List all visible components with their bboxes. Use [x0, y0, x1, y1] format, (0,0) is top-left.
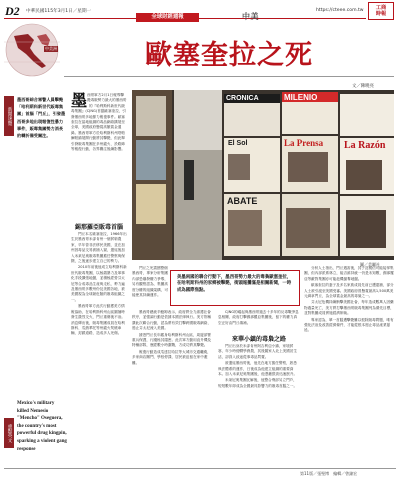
- headline-underline: [64, 76, 394, 77]
- subhead-1: 錫那羅亞販毒首腦: [74, 224, 123, 231]
- section-band: 全球財經週報: [136, 13, 199, 22]
- dropcap: 墨: [71, 91, 88, 110]
- body-column-1b: 門丘本名歐塞奎拉，1966年出生於墨西哥米卻肯州一個貧窮農家，早年曾非法移民美國，並在加州因毒品交易被捕入獄，遣返後加入米萊尼奧販毒集團擔任警察與保鏢，之後逐步建立自己的勢力。 2010年前後他成立哈利斯科新世代販毒集團，以極端暴力及軍事化手段擴張地盤，並積極經營芬太尼等合成毒品生產與走私，勢力遍及墨西哥多數州份及美國各地，被美國視為全球最危險的販毒組織之一。 墨西哥軍方此次行動獲美方情報協助，在哈利斯科州山區圍捕時發生激烈交火，門丘重傷後不治。消息傳出後，販毒集團成員在哈利斯科、瓜納華托等州縱火焚燒車輛、封鎖道路，造成多人死傷。: [71, 232, 127, 336]
- masthead-logo: 工商時報: [368, 2, 394, 20]
- page-number: D2: [5, 4, 20, 18]
- photo-credit: 圖／美聯社: [360, 262, 380, 267]
- sidebar-en-title-tag: 重點英文: [4, 418, 14, 448]
- headline: 歐塞奎拉之死: [145, 40, 313, 71]
- magazine-abate: ABATE: [227, 196, 258, 206]
- footer-credits: 第11版／張聖博 編輯／曾錦宏: [300, 471, 358, 476]
- footer-rule: [4, 468, 396, 469]
- globe-label: 中美洲: [45, 46, 57, 51]
- body-column-4b: 門丘出身於米卻肯州阿吉利亞小鎮，家境貧寒，年少時便輟學務農，其後隨家人北上美國討生活，卻誤入歧途從事毒品買賣。 被遣返墨西哥後，他先在地方擔任警察，熟悉執法體系的運作，日後成為他建立組織的重要資本。加入米萊尼奧集團後，他憑藉狠勁迅速竄升。 米萊尼奧集團瓦解後，他整合殘部另立門戶，短短數年即成為全國最具影響力的販毒首腦之一。: [218, 344, 298, 388]
- website-url[interactable]: https://cteee.com.tw: [316, 8, 364, 13]
- body-column-2: 門丘之死震撼整個墨西哥，專家分析集團內部恐爆發權力爭奪，另有觀察認為，集團高度分權的組織架構，可能使其持續運作。: [132, 266, 168, 298]
- byline: 文／陳曉亮: [352, 84, 374, 89]
- photo-caption-box: [170, 270, 300, 306]
- photo-caption-text: 美墨兩國的聯合行動下，墨西哥勢力最大的毒梟歐塞奎拉，在哈利斯科州的家鄉被擊斃，街頭報攤滿是相關新聞，一時成為國際焦點。: [177, 275, 292, 293]
- subhead-2: 來華小鎮的毒梟之路: [231, 336, 286, 343]
- section-region: 中美: [242, 12, 259, 21]
- magazine-la-razon: La Razón: [344, 140, 386, 151]
- magazine-el-sol: El Sol: [228, 140, 248, 147]
- magazine-la-prensa: La Prensa: [284, 138, 324, 148]
- magazine-cronica: CRONICA: [226, 95, 259, 102]
- sidebar-en-summary: Mexico's military killed Nemesio "Mencho" Oseguera, the country's most powerful drug kingpin, sparking a violent gang response: [17, 401, 67, 452]
- sidebar-zh-summary: 墨西哥綜合軍警人員擊斃「哈利斯科新世代販毒集團」首腦「門丘」，引發墨西哥多地出現報復性暴力事件，販毒集團勢力消長的轉折備受關注。: [17, 97, 66, 139]
- body-column-5: 分析人士指出，門丘遇害後，其子及親信可能接掌集團，但內部派系林立，能否維持統一仍是未知數，錫那羅亞等敵對集團亦可能趁機搶奪地盤。 歐塞奎拉的妻子及多名家族成員先前已遭逮捕，部分人士被引渡至美國受審。美國政府曾懸賞最高1,500萬美元緝拿門丘，為全球賞金最高的毒梟之一。 芬太尼危機持續衝擊美國社會，每年造成數萬人因藥物過量死亡，美方將打擊墨西哥販毒集團列為優先目標，並對集團成員實施經濟制裁。 專家認為，單一首腦遭擊斃難以根除販毒問題，唯有強化法治及改善經濟條件，才能從根本遏止毒品產業蔓延。: [304, 266, 394, 333]
- date-line: 中華民國115年3月1日／星期一: [26, 9, 92, 14]
- newsstand-photo: [132, 90, 394, 260]
- sidebar-title-tag: 新聞速覽: [4, 96, 14, 136]
- magazine-milenio: MILENIO: [284, 93, 318, 102]
- body-column-3: 墨西哥總統辛鮑姆表示，政府將全力維護社會秩序，並強調行動是依據本國法律執行。美方則稱讚此次聯合行動，認為將有效打擊跨國販毒網絡，遏止芬太尼流入美國。 據悉門丘長年藏身哈利斯科州山區，周邊部署重兵保護，行蹤極其隱密。此次軍方動用直升機及特種部隊，歷經數小時激戰，方成功將其擊斃。 報復行動造成瓜達拉哈拉等大城市交通癱瘓，多家商店關門，學校停課，居民被迫留在家中避難。: [132, 310, 212, 365]
- body-column-1: 西哥軍方2月1日報導擊斃毒販勢力最大的墨西哥 —『門丘』的『哈利斯科新世代販毒集團』(CJNG)首腦歐塞奎拉，引發墨西哥多地暴力報復事件。歐塞奎拉在當地組織的毒品網絡擴展至全球，美國政府懸賞高額賞金通緝。墨西哥軍方於哈利斯科州塔帕爾帕鎮展開行動將其擊斃，但此舉引發販毒集團在多州縱火、設路障等報復行動，各界關注後續影響。: [71, 93, 127, 152]
- body-column-4: CJNG的崛起與墨西哥過去十多年的反毒戰爭息息相關，政府打擊錫那羅亞集團後，留下的權力真空正好由門丘填補。: [218, 310, 299, 325]
